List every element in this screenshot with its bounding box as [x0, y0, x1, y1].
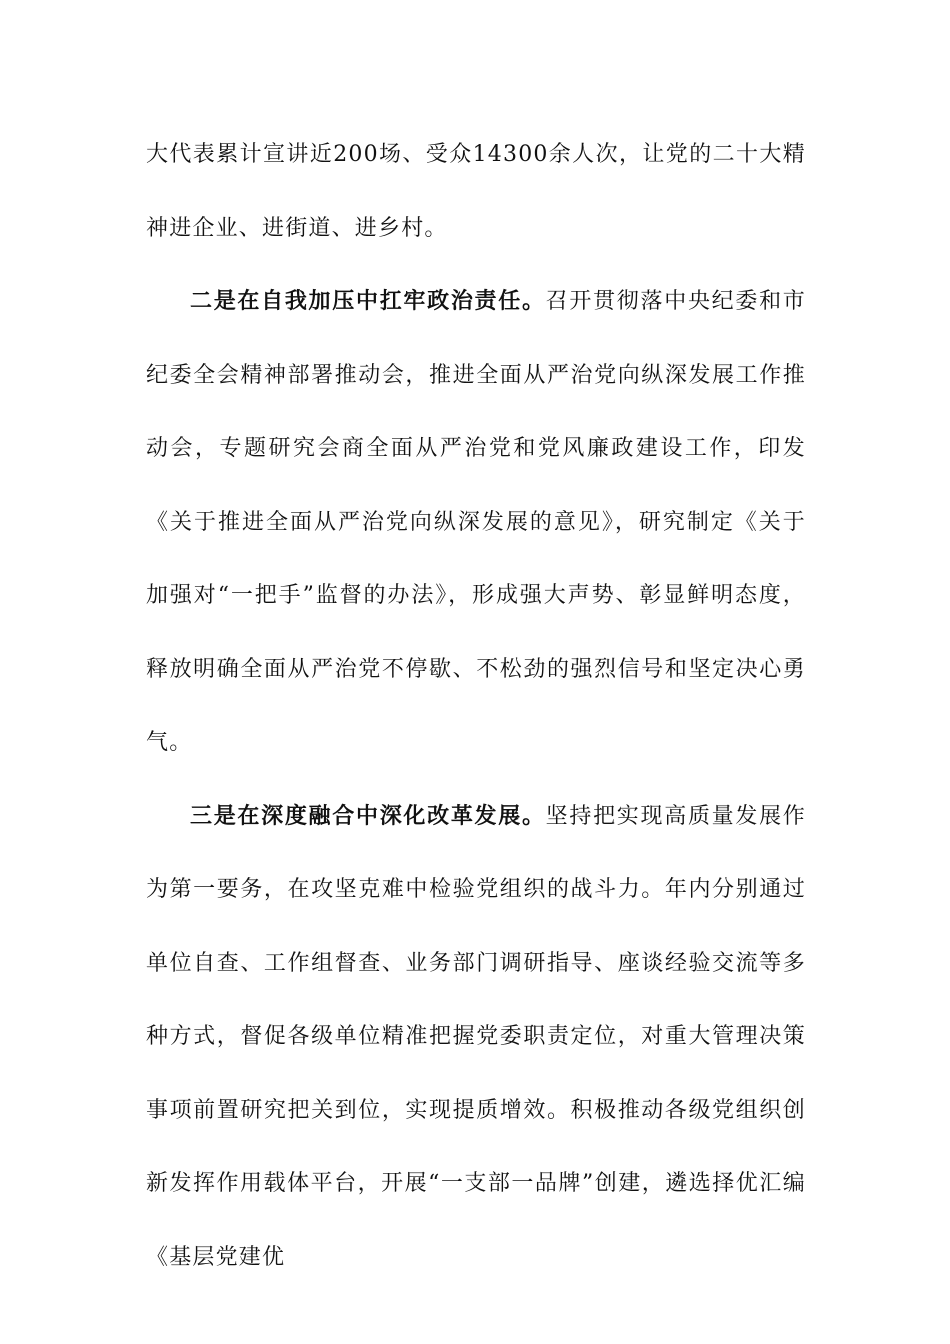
paragraph-2-lead: 二是在自我加压中扛牢政治责任。 — [190, 288, 546, 314]
paragraph-1 — [146, 118, 806, 265]
paragraph-3-lead: 三是在深度融合中深化改革发展。 — [190, 802, 546, 829]
paragraph-3 — [146, 780, 806, 1295]
paragraph-2 — [146, 265, 806, 780]
document-body — [146, 118, 806, 1294]
paragraph-1-body: 大代表累计宣讲近200场、受众14300余人次，让党的二十大精神进企业、进街道、进乡村。 — [146, 142, 806, 241]
paragraph-2-body: 召开贯彻落中央纪委和市纪委全会精神部署推动会，推进全面从严治党向纵深发展工作推动会，专题研究会商全面从严治党和党风廉政建设工作，印发《关于推进全面从严治党向纵深发展的意见》，研究制定《关于加强对“一把手”监督的办法》，形成强大声势、彰显鲜明态度，释放明确全面从严治党不停歇、不松劲的强烈信号和坚定决心勇气。 — [146, 289, 806, 755]
paragraph-3-body: 坚持把实现高质量发展作为第一要务，在攻坚克难中检验党组织的战斗力。年内分别通过单位自查、工作组督查、业务部门调研指导、座谈经验交流等多种方式，督促各级单位精准把握党委职责定位，对重大管理决策事项前置研究把关到位，实现提质增效。积极推动各级党组织创新发挥作用载体平台，开展“一支部一品牌”创建，遴选择优汇编《基层党建优 — [146, 803, 806, 1270]
